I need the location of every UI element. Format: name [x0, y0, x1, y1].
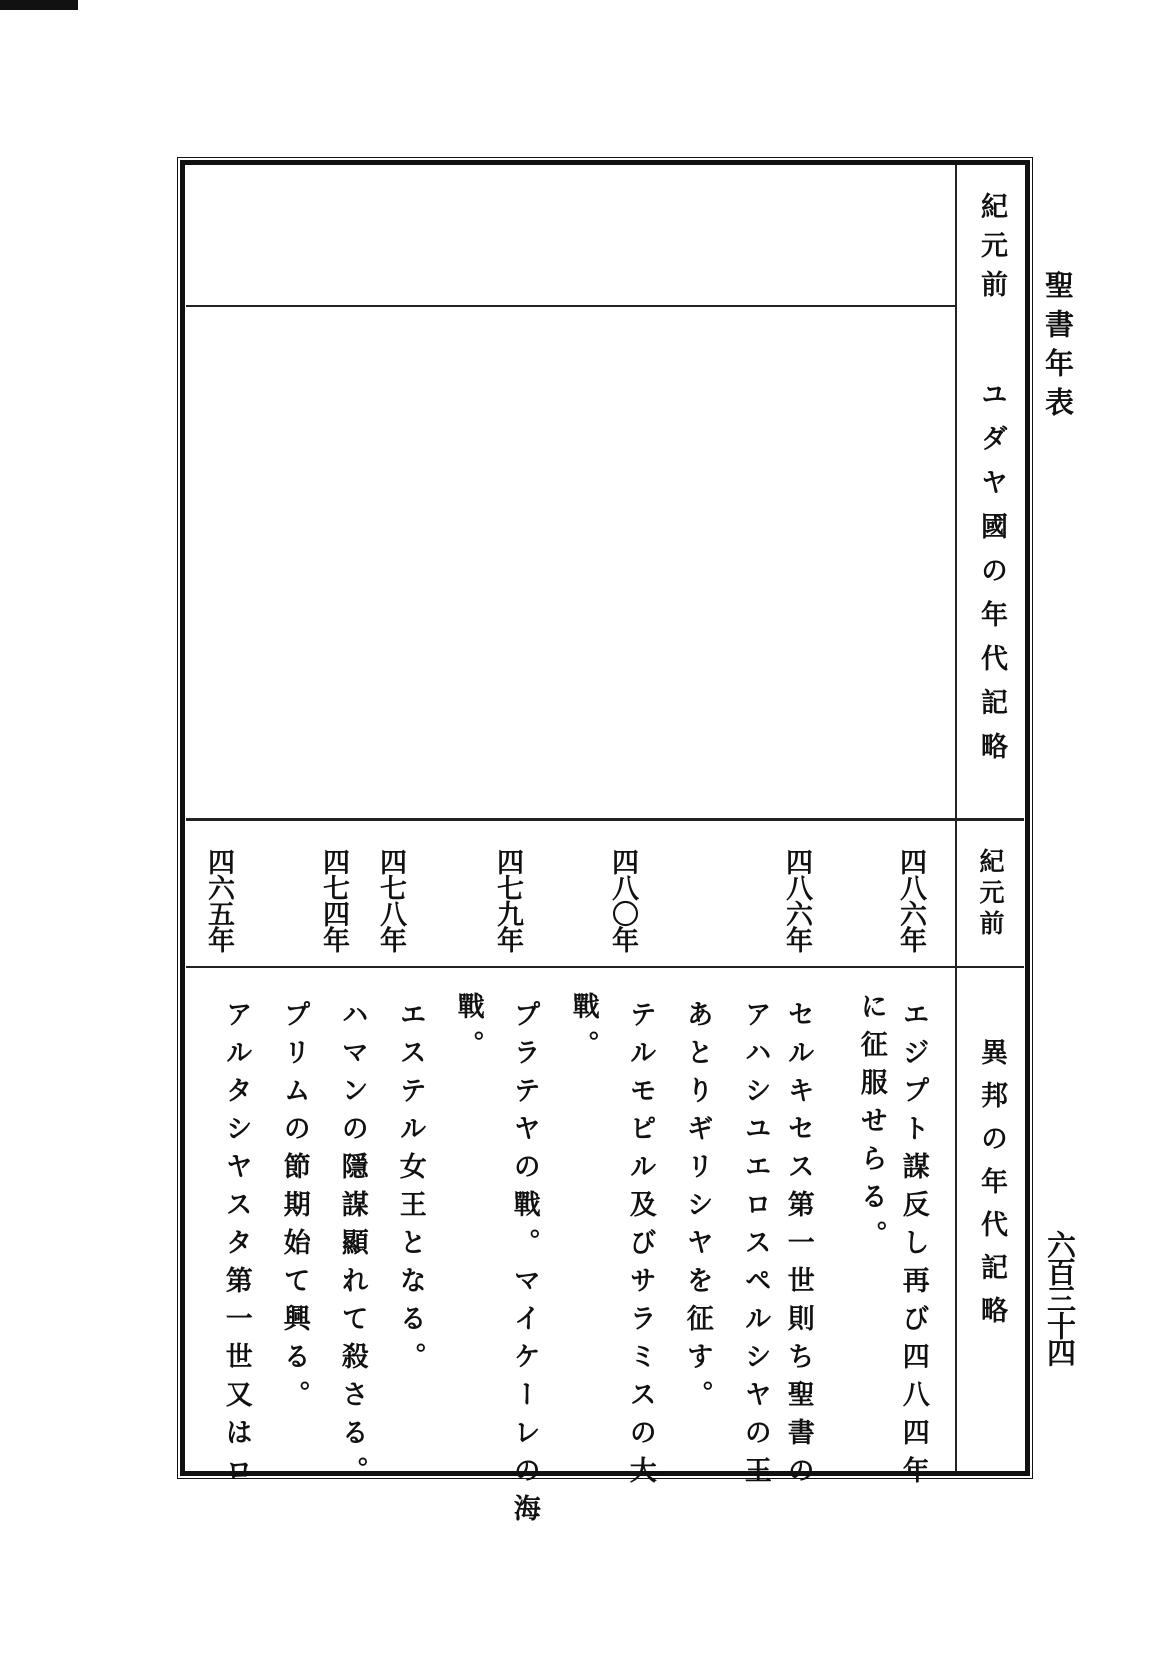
year-header: 四七九年 [492, 848, 523, 952]
entry-line: に征服せらる。 [855, 992, 887, 1258]
divider-middle [186, 818, 1024, 821]
year-header: 四八六年 [781, 848, 812, 952]
divider-top-section [186, 305, 955, 307]
entry-line: プラテヤの戰。マイケーレの海 [508, 1000, 540, 1532]
entry-line: 戰。 [452, 992, 484, 1068]
divider-heading-column [955, 165, 957, 1471]
page-number: 六百三十四 [1043, 1230, 1077, 1365]
entry-line: テルモピル及びサラミスの大 [624, 1000, 656, 1494]
entry-line: 戰。 [567, 992, 599, 1068]
top-chronicle-heading: ユダヤ國の年代記略 [976, 380, 1007, 776]
entry-line: セルキセス第一世則ち聖書の [782, 1000, 814, 1494]
entry-line: ハマンの隱謀顯れて殺さる。 [336, 1000, 368, 1494]
divider-header-row [186, 966, 1024, 968]
corner-mark [0, 0, 78, 10]
entry-line: エジプト謀反し再び四八四年 [897, 1000, 929, 1494]
entry-line: エステル女王となる。 [394, 1000, 426, 1380]
top-era-heading: 紀元前 [976, 192, 1007, 309]
year-header: 四八六年 [895, 848, 926, 952]
year-header: 四七四年 [318, 848, 349, 952]
running-title: 聖書年表 [1041, 270, 1075, 426]
year-header: 四六五年 [203, 848, 234, 952]
entry-line: アルタシヤスタ第一世又はロ [220, 1000, 252, 1494]
entry-line: あとりギリシヤを征す。 [681, 1000, 713, 1418]
year-header: 四七八年 [375, 848, 406, 952]
bottom-chronicle-heading: 異邦の年代記略 [976, 1038, 1007, 1339]
bottom-era-heading: 紀元前 [976, 848, 1005, 941]
entry-line: プリムの節期始て興る。 [278, 1000, 310, 1418]
entry-line: アハシユエロスペルシヤの王 [739, 1000, 771, 1494]
year-header: 四八〇年 [607, 848, 638, 952]
